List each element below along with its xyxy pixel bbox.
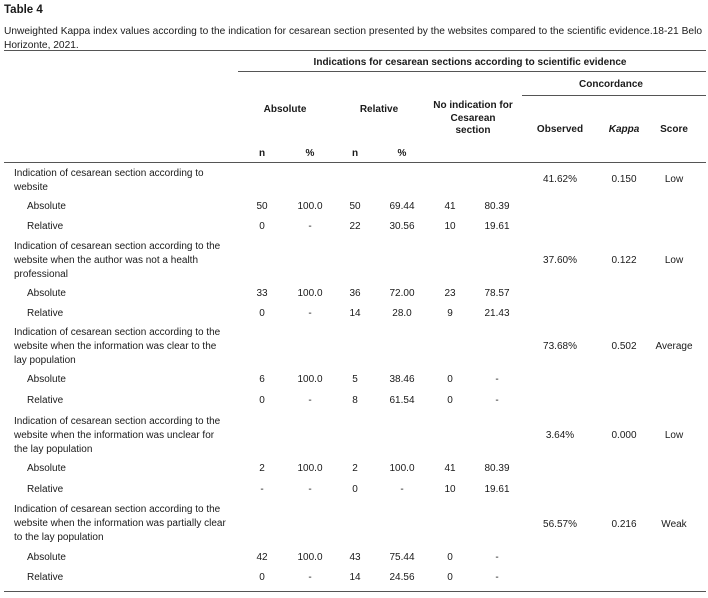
sub-pct: % xyxy=(397,148,407,159)
score-value: Average xyxy=(655,341,693,352)
cell-no-n: 0 xyxy=(447,374,453,385)
cell-abs-n: 0 xyxy=(259,395,265,406)
cell-abs-n: 33 xyxy=(256,288,268,299)
col-observed: Observed xyxy=(536,124,584,135)
table-label: Table 4 xyxy=(4,4,43,16)
cell-abs-n: - xyxy=(260,484,264,495)
row-label: Relative xyxy=(27,572,64,583)
cell-abs-n: 0 xyxy=(259,572,265,583)
cell-abs-pct: 100.0 xyxy=(297,201,323,212)
cell-rel-pct: 24.56 xyxy=(389,572,415,583)
rule-concordance xyxy=(522,95,706,96)
cell-no-n: 0 xyxy=(447,572,453,583)
section-label: Indication of cesarean section according to the website when the information was partially clear to the lay population xyxy=(14,504,226,544)
cell-no-n: 41 xyxy=(444,463,456,474)
section-label: Indication of cesarean section according to the website when the information was clear to the lay population xyxy=(14,327,221,367)
cell-rel-pct: - xyxy=(400,484,404,495)
cell-rel-n: 8 xyxy=(352,395,358,406)
col-absolute: Absolute xyxy=(263,104,307,115)
kappa-value: 0.150 xyxy=(611,174,637,185)
col-kappa: Kappa xyxy=(608,124,640,135)
cell-rel-n: 5 xyxy=(352,374,358,385)
sub-n: n xyxy=(258,148,266,159)
score-value: Low xyxy=(664,255,684,266)
cell-no-pct: - xyxy=(495,552,499,563)
row-label: Absolute xyxy=(27,463,66,474)
cell-no-n: 10 xyxy=(444,484,456,495)
cell-abs-n: 0 xyxy=(259,221,265,232)
observed-value: 73.68% xyxy=(543,341,577,352)
concordance-header: Concordance xyxy=(579,79,643,90)
section-label: Indication of cesarean section according to the website when the information was unclear for the lay population xyxy=(14,416,221,456)
cell-abs-pct: - xyxy=(308,484,312,495)
cell-rel-n: 22 xyxy=(349,221,361,232)
observed-value: 3.64% xyxy=(545,430,575,441)
cell-abs-pct: 100.0 xyxy=(297,463,323,474)
score-value: Low xyxy=(664,430,684,441)
cell-rel-n: 2 xyxy=(352,463,358,474)
kappa-value: 0.000 xyxy=(611,430,637,441)
cell-no-n: 0 xyxy=(447,395,453,406)
rule-bottom xyxy=(4,591,706,592)
cell-abs-n: 6 xyxy=(259,374,265,385)
section-label: Indication of cesarean section according to website xyxy=(14,168,204,194)
observed-value: 56.57% xyxy=(543,519,577,530)
cell-no-n: 23 xyxy=(444,288,456,299)
cell-rel-pct: 100.0 xyxy=(389,463,415,474)
cell-rel-pct: 69.44 xyxy=(389,201,415,212)
cell-abs-n: 50 xyxy=(256,201,268,212)
cell-rel-n: 36 xyxy=(349,288,361,299)
group-header: Indications for cesarean sections according to scientific evidence xyxy=(313,57,627,68)
cell-rel-pct: 30.56 xyxy=(389,221,415,232)
cell-rel-pct: 61.54 xyxy=(389,395,415,406)
cell-abs-pct: 100.0 xyxy=(297,552,323,563)
cell-rel-n: 14 xyxy=(349,572,361,583)
score-value: Weak xyxy=(661,519,687,530)
cell-no-pct: - xyxy=(495,395,499,406)
rule-top xyxy=(4,50,706,51)
row-label: Relative xyxy=(27,221,64,232)
cell-abs-pct: - xyxy=(308,308,312,319)
cell-no-pct: 19.61 xyxy=(484,484,510,495)
section-label: Indication of cesarean section according to the website when the author was not a health professional xyxy=(14,241,221,281)
cell-rel-n: 14 xyxy=(349,308,361,319)
cell-no-pct: 21.43 xyxy=(484,308,510,319)
col-score: Score xyxy=(660,124,688,135)
cell-abs-n: 0 xyxy=(259,308,265,319)
row-label: Absolute xyxy=(27,374,66,385)
cell-no-pct: - xyxy=(495,374,499,385)
row-label: Relative xyxy=(27,308,64,319)
cell-no-n: 9 xyxy=(447,308,453,319)
sub-n: n xyxy=(351,148,359,159)
row-label: Absolute xyxy=(27,552,66,563)
row-label: Relative xyxy=(27,395,64,406)
cell-no-n: 41 xyxy=(444,201,456,212)
cell-rel-pct: 38.46 xyxy=(389,374,415,385)
table-caption: Unweighted Kappa index values according to the indication for cesarean section presented by the websites compared to the scientific evidence.18-21 Belo Horizonte, 2021. xyxy=(4,26,702,51)
cell-no-pct: 78.57 xyxy=(484,288,510,299)
score-value: Low xyxy=(664,174,684,185)
cell-rel-n: 50 xyxy=(349,201,361,212)
row-label: Relative xyxy=(27,484,64,495)
cell-no-n: 10 xyxy=(444,221,456,232)
cell-rel-n: 0 xyxy=(352,484,358,495)
cell-rel-n: 43 xyxy=(349,552,361,563)
cell-no-pct: 80.39 xyxy=(484,201,510,212)
row-label: Absolute xyxy=(27,201,66,212)
cell-no-pct: 80.39 xyxy=(484,463,510,474)
cell-abs-pct: - xyxy=(308,395,312,406)
cell-no-n: 0 xyxy=(447,552,453,563)
cell-abs-pct: 100.0 xyxy=(297,374,323,385)
row-label: Absolute xyxy=(27,288,66,299)
cell-abs-n: 2 xyxy=(259,463,265,474)
rule-group xyxy=(238,71,706,72)
sub-pct: % xyxy=(305,148,315,159)
col-no-indication: No indication for Cesarean section xyxy=(433,100,513,136)
cell-abs-pct: - xyxy=(308,221,312,232)
rule-header-bottom xyxy=(4,162,706,163)
cell-no-pct: 19.61 xyxy=(484,221,510,232)
cell-rel-pct: 72.00 xyxy=(389,288,415,299)
kappa-value: 0.216 xyxy=(611,519,637,530)
cell-rel-pct: 75.44 xyxy=(389,552,415,563)
cell-abs-n: 42 xyxy=(256,552,268,563)
col-relative: Relative xyxy=(359,104,399,115)
cell-abs-pct: 100.0 xyxy=(297,288,323,299)
cell-rel-pct: 28.0 xyxy=(392,308,412,319)
observed-value: 41.62% xyxy=(543,174,577,185)
kappa-value: 0.122 xyxy=(611,255,637,266)
cell-abs-pct: - xyxy=(308,572,312,583)
cell-no-pct: - xyxy=(495,572,499,583)
kappa-value: 0.502 xyxy=(611,341,637,352)
observed-value: 37.60% xyxy=(543,255,577,266)
